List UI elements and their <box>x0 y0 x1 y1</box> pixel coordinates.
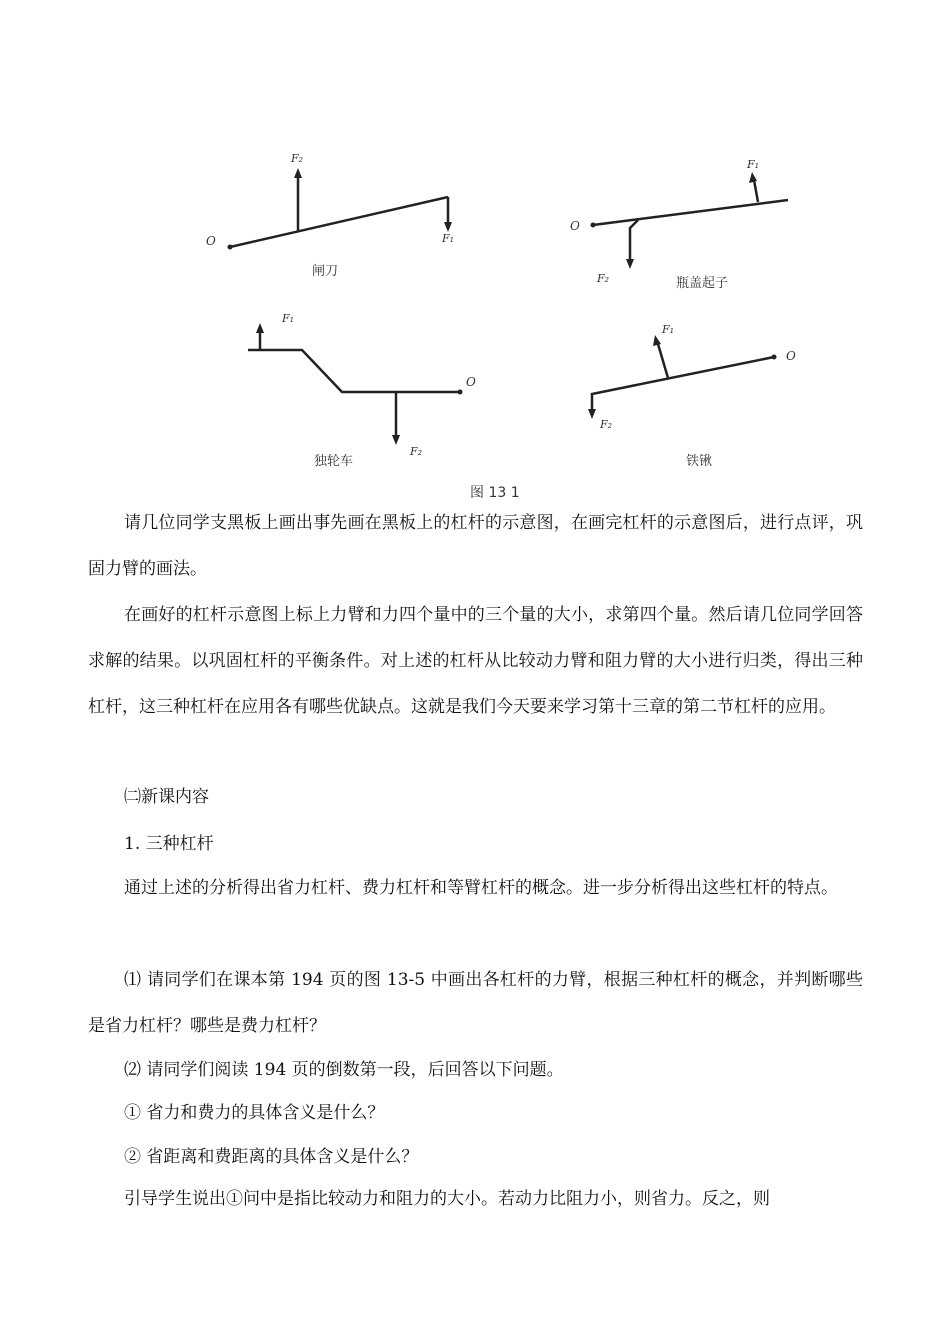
pivot-label: O <box>466 375 476 389</box>
lever-diagram-duluanche <box>248 312 476 469</box>
question: ① 省力和费力的具体含义是什么？ <box>124 1103 385 1123</box>
question: ② 省距离和费距离的具体含义是什么？ <box>124 1147 419 1167</box>
paragraph: 在画好的杠杆示意图上标上力臂和力四个量中的三个量的大小，求第四个量。然后请几位同学回答求解的结果。以巩固杠杆的平衡条件。对上述的杠杆从比较动力臂和阻力臂的大小进行归类，得出三种杠杆，这三种杠杆在应用各有哪些优缺点。这就是我们今天要来学习第十三章的第二节杠杆的应用。 <box>88 605 863 717</box>
force-label-f1: F₁ <box>442 232 455 245</box>
diagram-name: 闸刀 <box>312 264 339 279</box>
subsection-heading: 1. 三种杠杆 <box>124 834 214 854</box>
paragraph: 通过上述的分析得出省力杠杆、费力杠杆和等臂杠杆的概念。进一步分析得出这些杠杆的特点。 <box>124 878 838 898</box>
force-label-f1: F₁ <box>282 312 295 325</box>
force-label-f2: F₂ <box>410 445 423 458</box>
paragraph: 引导学生说出①问中是指比较动力和阻力的大小。若动力比阻力小，则省力。反之，则 <box>124 1189 770 1209</box>
force-label-f2: F₂ <box>291 152 304 165</box>
pivot-label: O <box>570 219 580 233</box>
lever-diagram-zhadao <box>206 152 454 279</box>
question: ⑵ 请同学们阅读 194 页的倒数第一段，后回答以下问题。 <box>124 1060 564 1080</box>
lever-diagram-tieqiao <box>588 323 796 469</box>
force-label-f2: F₂ <box>597 272 610 285</box>
figure-caption: 图 13 1 <box>470 485 520 501</box>
paragraph: ⑴ 请同学们在课本第 194 页的图 13-5 中画出各杠杆的力臂，根据三种杠杆的概念，并判断哪些是省力杠杆？哪些是费力杠杆？ <box>88 970 863 1036</box>
force-label-f2: F₂ <box>600 418 613 431</box>
force-label-f1: F₁ <box>662 323 675 336</box>
diagram-name: 瓶盖起子 <box>676 276 729 291</box>
section-heading: ㈡新课内容 <box>124 787 209 807</box>
diagram-name: 铁锹 <box>686 454 713 469</box>
pivot-label: O <box>206 234 216 248</box>
lever-figure <box>190 130 830 505</box>
pivot-label: O <box>786 349 796 363</box>
force-label-f1: F₁ <box>747 158 760 171</box>
lever-diagram-pinggaiqizi <box>570 158 788 291</box>
diagram-name: 独轮车 <box>314 454 354 469</box>
paragraph: 请几位同学支黑板上画出事先画在黑板上的杠杆的示意图，在画完杠杆的示意图后，进行点评，巩固力臂的画法。 <box>88 513 863 579</box>
